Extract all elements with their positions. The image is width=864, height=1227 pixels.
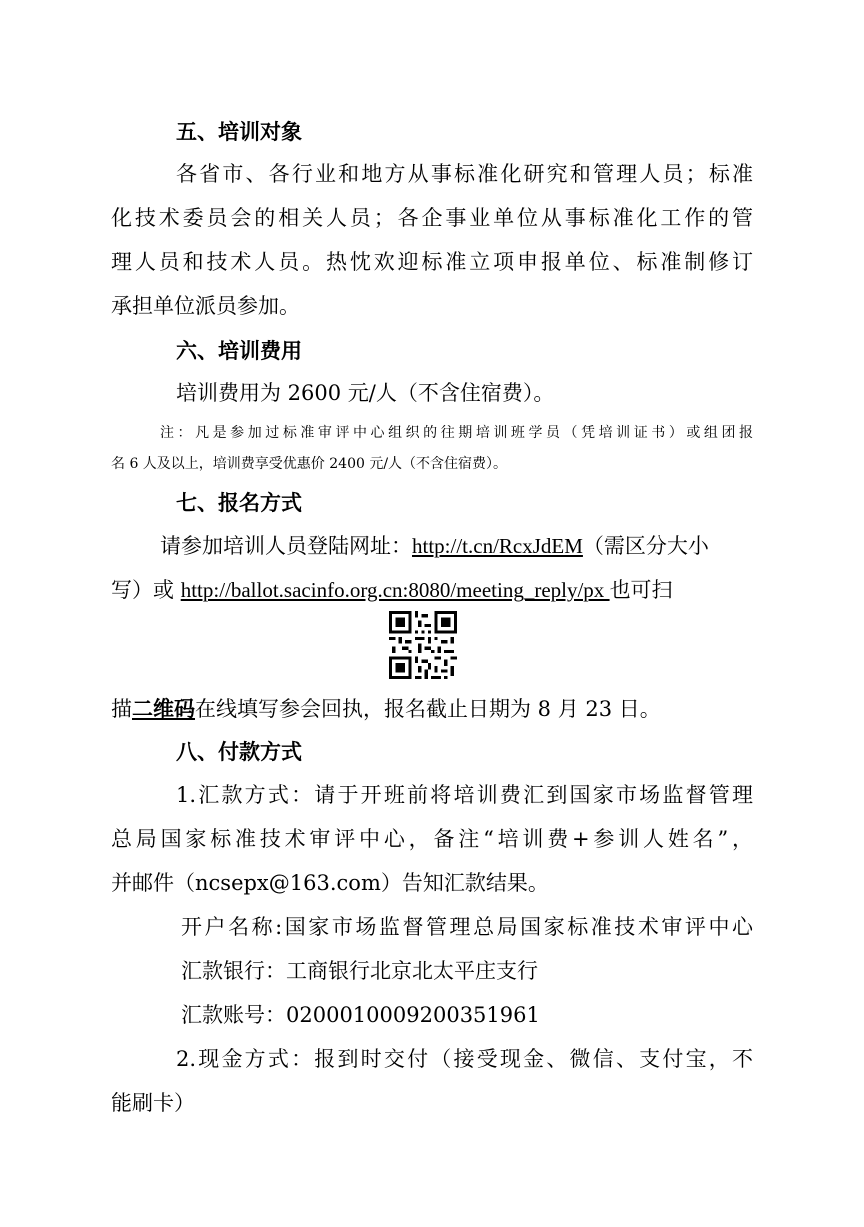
section-5-line-3: 理人员和技术人员。热忱欢迎标准立项申报单位、标准制修订 bbox=[111, 250, 753, 274]
payment-line-1: 1.汇款方式：请于开班前将培训费汇到国家市场监督管理 bbox=[176, 783, 753, 807]
section-5-heading: 五、培训对象 bbox=[176, 120, 302, 144]
cash-payment-line-2: 能刷卡） bbox=[111, 1091, 195, 1115]
payment-line-3: 并邮件（ncsepx@163.com）告知汇款结果。 bbox=[111, 871, 549, 895]
qr-code-image[interactable] bbox=[389, 611, 457, 679]
registration-text-or: 写）或 bbox=[111, 578, 181, 602]
registration-link-long[interactable]: http://ballot.sacinfo.org.cn:8080/meeting_reply/px bbox=[180, 578, 610, 602]
section-5-line-1: 各省市、各行业和地方从事标准化研究和管理人员；标准 bbox=[176, 162, 753, 186]
registration-line-2 bbox=[111, 576, 673, 604]
payment-line-2: 总局国家标准技术审评中心，备注“培训费+参训人姓名”， bbox=[111, 827, 753, 851]
registration-link-short[interactable]: http://t.cn/RcxJdEM bbox=[412, 534, 583, 558]
deadline-text: 在线填写参会回执，报名截止日期为 8 月 23 日。 bbox=[195, 697, 661, 721]
training-fee-text: 培训费用为 2600 元/人（不含住宿费）。 bbox=[176, 381, 555, 405]
section-5-line-2: 化技术委员会的相关人员；各企事业单位从事标准化工作的管 bbox=[111, 206, 753, 230]
section-8-heading: 八、付款方式 bbox=[176, 740, 302, 764]
section-6-heading: 六、培训费用 bbox=[176, 339, 302, 363]
section-5-line-4: 承担单位派员参加。 bbox=[111, 294, 300, 318]
fee-note-line-2: 名 6 人及以上，培训费享受优惠价 2400 元/人（不含住宿费）。 bbox=[111, 456, 508, 472]
account-name: 开户名称:国家市场监督管理总局国家标准技术审评中心 bbox=[181, 915, 753, 939]
qr-code-label: 二维码 bbox=[132, 696, 195, 721]
fee-note-line-1: 注：凡是参加过标准审评中心组织的往期培训班学员（凭培训证书）或组团报 bbox=[160, 425, 753, 441]
registration-text-scan: 也可扫 bbox=[609, 578, 673, 602]
registration-text: 请参加培训人员登陆网址： bbox=[160, 534, 412, 558]
registration-line-1 bbox=[160, 532, 709, 560]
registration-text-tail: （需区分大小 bbox=[582, 534, 709, 558]
section-7-heading: 七、报名方式 bbox=[176, 491, 302, 515]
registration-line-3 bbox=[111, 695, 661, 723]
account-number: 汇款账号：0200010009200351961 bbox=[181, 1003, 540, 1027]
bank-name: 汇款银行：工商银行北京北太平庄支行 bbox=[181, 959, 538, 983]
cash-payment-line-1: 2.现金方式：报到时交付（接受现金、微信、支付宝，不 bbox=[176, 1047, 753, 1071]
scan-text: 描 bbox=[111, 697, 132, 721]
